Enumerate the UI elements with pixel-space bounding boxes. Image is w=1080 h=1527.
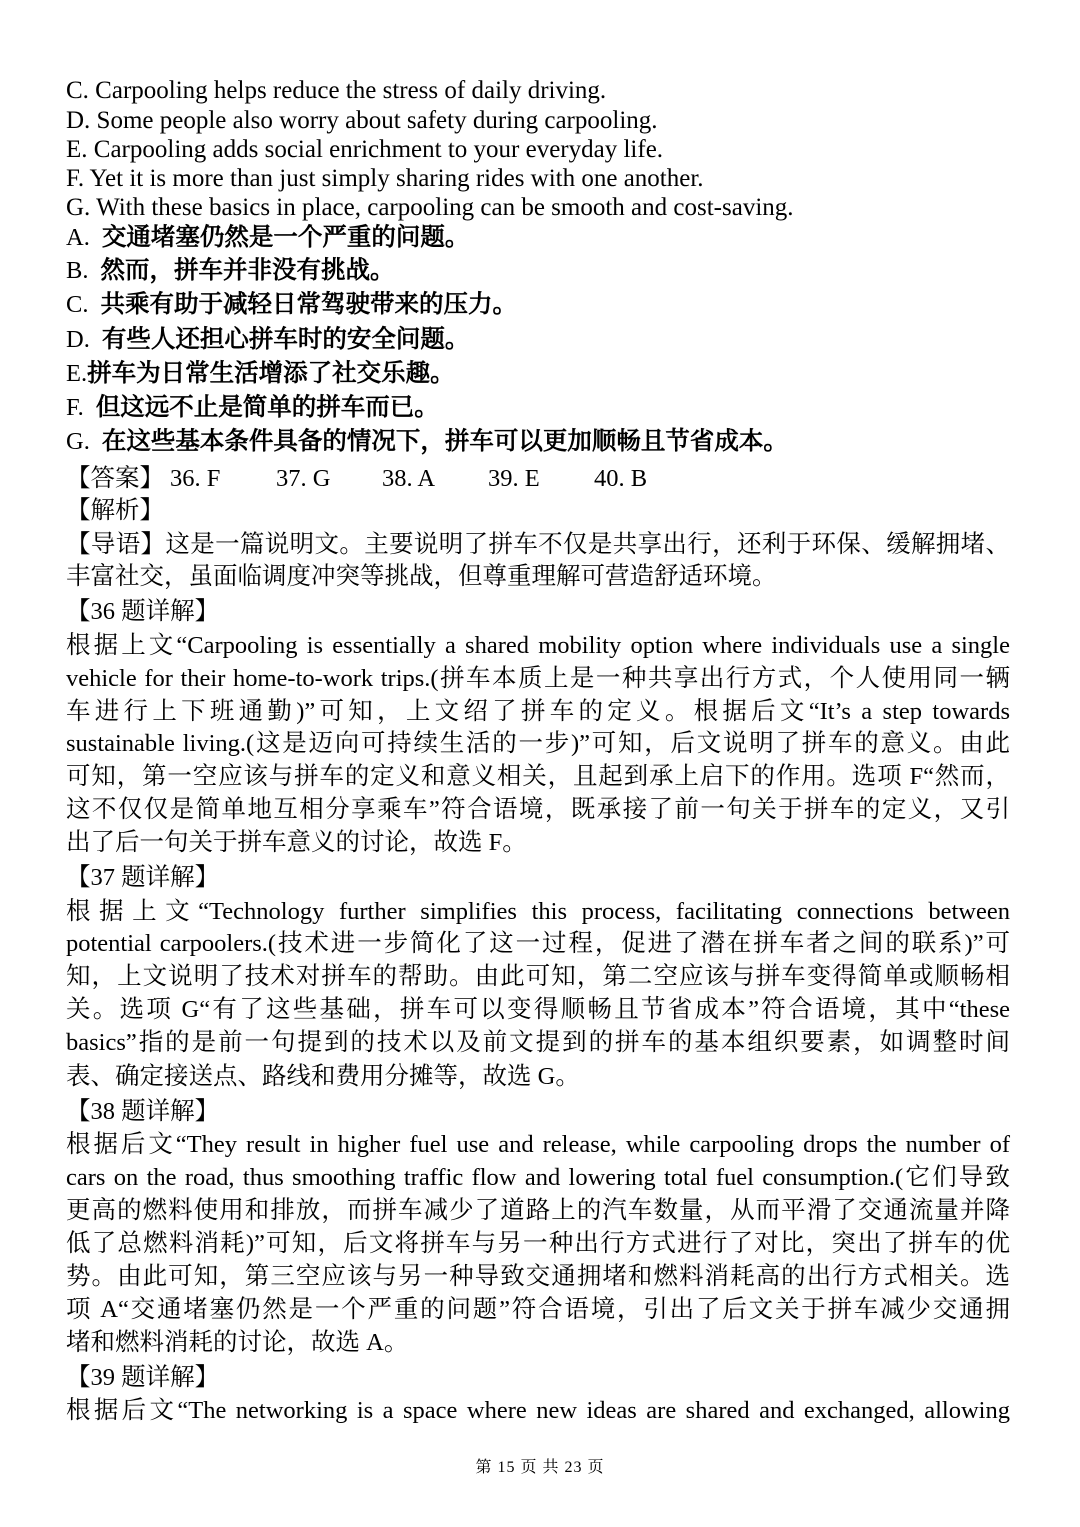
intro-line: 丰富社交，虽面临调度冲突等挑战，但尊重理解可营造舒适环境。 [66, 563, 777, 590]
intro-line [66, 529, 1010, 561]
detail-38-line: 低了总燃料消耗)”可知，后文将拼车与另一种出行方式进行了对比，突出了拼车的优 [66, 1230, 1010, 1257]
option-en-g: G. With these basics in place, carpooling can be smooth and cost-saving. [66, 194, 794, 221]
detail-36-line: 车进行上下班通勤)”可知，上文绍了拼车的定义。根据后文“It’s a step towards [66, 698, 1010, 725]
option-text: 在这些基本条件具备的情况下，拼车可以更加顺畅且节省成本。 [101, 428, 788, 455]
detail-39-line: 根据后文“The networking is a space where new ideas are shared and exchanged, allowing [66, 1397, 1010, 1424]
option-en-c: C. Carpooling helps reduce the stress of daily driving. [66, 77, 607, 104]
option-letter: C. [66, 291, 89, 318]
option-letter: A. [66, 224, 90, 251]
option-text: 但这远不止是简单的拼车而已。 [95, 394, 439, 421]
detail-36-heading: 【36 题详解】 [66, 598, 220, 625]
footer-page-info: 第 15 页 共 23 页 [475, 1459, 605, 1476]
detail-38-line: cars on the road, thus smoothing traffic flow and lowering total fuel consumption.(它们导致 [66, 1164, 1010, 1191]
detail-37-heading: 【37 题详解】 [66, 864, 220, 891]
detail-38-heading: 【38 题详解】 [66, 1098, 220, 1125]
option-letter: B. [66, 257, 89, 284]
option-zh-d [66, 324, 1010, 356]
option-en-d: D. Some people also worry about safety during carpooling. [66, 107, 658, 134]
option-en-e: E. Carpooling adds social enrichment to your everyday life. [66, 136, 664, 163]
answer-item: 38. A [382, 465, 436, 492]
answer-item: 40. B [594, 465, 648, 492]
option-text: 然而，拼车并非没有挑战。 [100, 257, 395, 284]
option-letter: F. [66, 394, 84, 421]
detail-37-line: 知，上文说明了技术对拼车的帮助。由此可知，第二空应该与拼车变得简单或顺畅相 [66, 963, 1010, 990]
option-zh-g [66, 426, 1010, 458]
option-text: 有些人还担心拼车时的安全问题。 [101, 326, 470, 353]
answer-label: 【答案】 [66, 465, 164, 492]
detail-38-line: 根据后文“They result in higher fuel use and release, while carpooling drops the number of [66, 1131, 1010, 1158]
option-letter: G. [66, 428, 90, 455]
option-zh-c [66, 289, 1010, 321]
option-text: 交通堵塞仍然是一个严重的问题。 [101, 224, 470, 251]
option-letter: E. [66, 360, 88, 387]
option-text: 共乘有助于减轻日常驾驶带来的压力。 [100, 291, 517, 318]
detail-37-line: 关。选项 G“有了这些基础，拼车可以变得顺畅且节省成本”符合语境，其中“these [66, 996, 1010, 1023]
detail-38-line: 项 A“交通堵塞仍然是一个严重的问题”符合语境，引出了后文关于拼车减少交通拥 [66, 1296, 1010, 1323]
detail-39-heading: 【39 题详解】 [66, 1364, 220, 1391]
detail-38-line: 堵和燃料消耗的讨论，故选 A。 [66, 1329, 409, 1356]
detail-38-line: 更高的燃料使用和排放，而拼车减少了道路上的汽车数量，从而平滑了交通流量并降 [66, 1197, 1010, 1224]
answer-line [66, 463, 1010, 495]
detail-37-line: 表、确定接送点、路线和费用分摊等，故选 G。 [66, 1063, 580, 1090]
option-en-f: F. Yet it is more than just simply sharing rides with one another. [66, 165, 704, 192]
detail-36-line: 这不仅仅是简单地互相分享乘车”符合语境，既承接了前一句关于拼车的定义，又引 [66, 796, 1010, 823]
answer-item: 37. G [276, 465, 331, 492]
detail-37-line: basics”指的是前一句提到的技术以及前文提到的拼车的基本组织要素，如调整时间 [66, 1029, 1010, 1056]
intro-text: 这是一篇说明文。主要说明了拼车不仅是共享出行，还利于环保、缓解拥堵、 [165, 531, 1010, 558]
detail-37-line: 根据上文“Technology further simplifies this process, facilitating connections between [66, 898, 1010, 925]
option-zh-a [66, 222, 1010, 254]
detail-37-line: potential carpoolers.(技术进一步简化了这一过程，促进了潜在拼车者之间的联系)”可 [66, 930, 1010, 957]
intro-label: 【导语】 [66, 531, 166, 558]
analysis-label: 【解析】 [66, 497, 164, 524]
option-letter: D. [66, 326, 90, 353]
answer-item: 39. E [488, 465, 540, 492]
option-zh-e [66, 358, 1010, 390]
option-zh-b [66, 255, 1010, 287]
option-text: 拼车为日常生活增添了社交乐趣。 [87, 360, 455, 387]
detail-36-line: 根据上文“Carpooling is essentially a shared mobility option where individuals use a single [66, 632, 1010, 659]
detail-36-line: 可知，第一空应该与拼车的定义和意义相关，且起到承上启下的作用。选项 F“然而， [66, 763, 1010, 790]
detail-36-line: sustainable living.(这是迈向可持续生活的一步)”可知，后文说明了拼车的意义。由此 [66, 730, 1010, 757]
detail-36-line: vehicle for their home-to-work trips.(拼车本质上是一种共享出行方式，个人使用同一辆 [66, 665, 1010, 692]
detail-36-line: 出了后一句关于拼车意义的讨论，故选 F。 [66, 829, 527, 856]
option-zh-f [66, 392, 1010, 424]
detail-38-line: 势。由此可知，第三空应该与另一种导致交通拥堵和燃料消耗高的出行方式相关。选 [66, 1263, 1010, 1290]
answer-item: 36. F [170, 465, 221, 492]
